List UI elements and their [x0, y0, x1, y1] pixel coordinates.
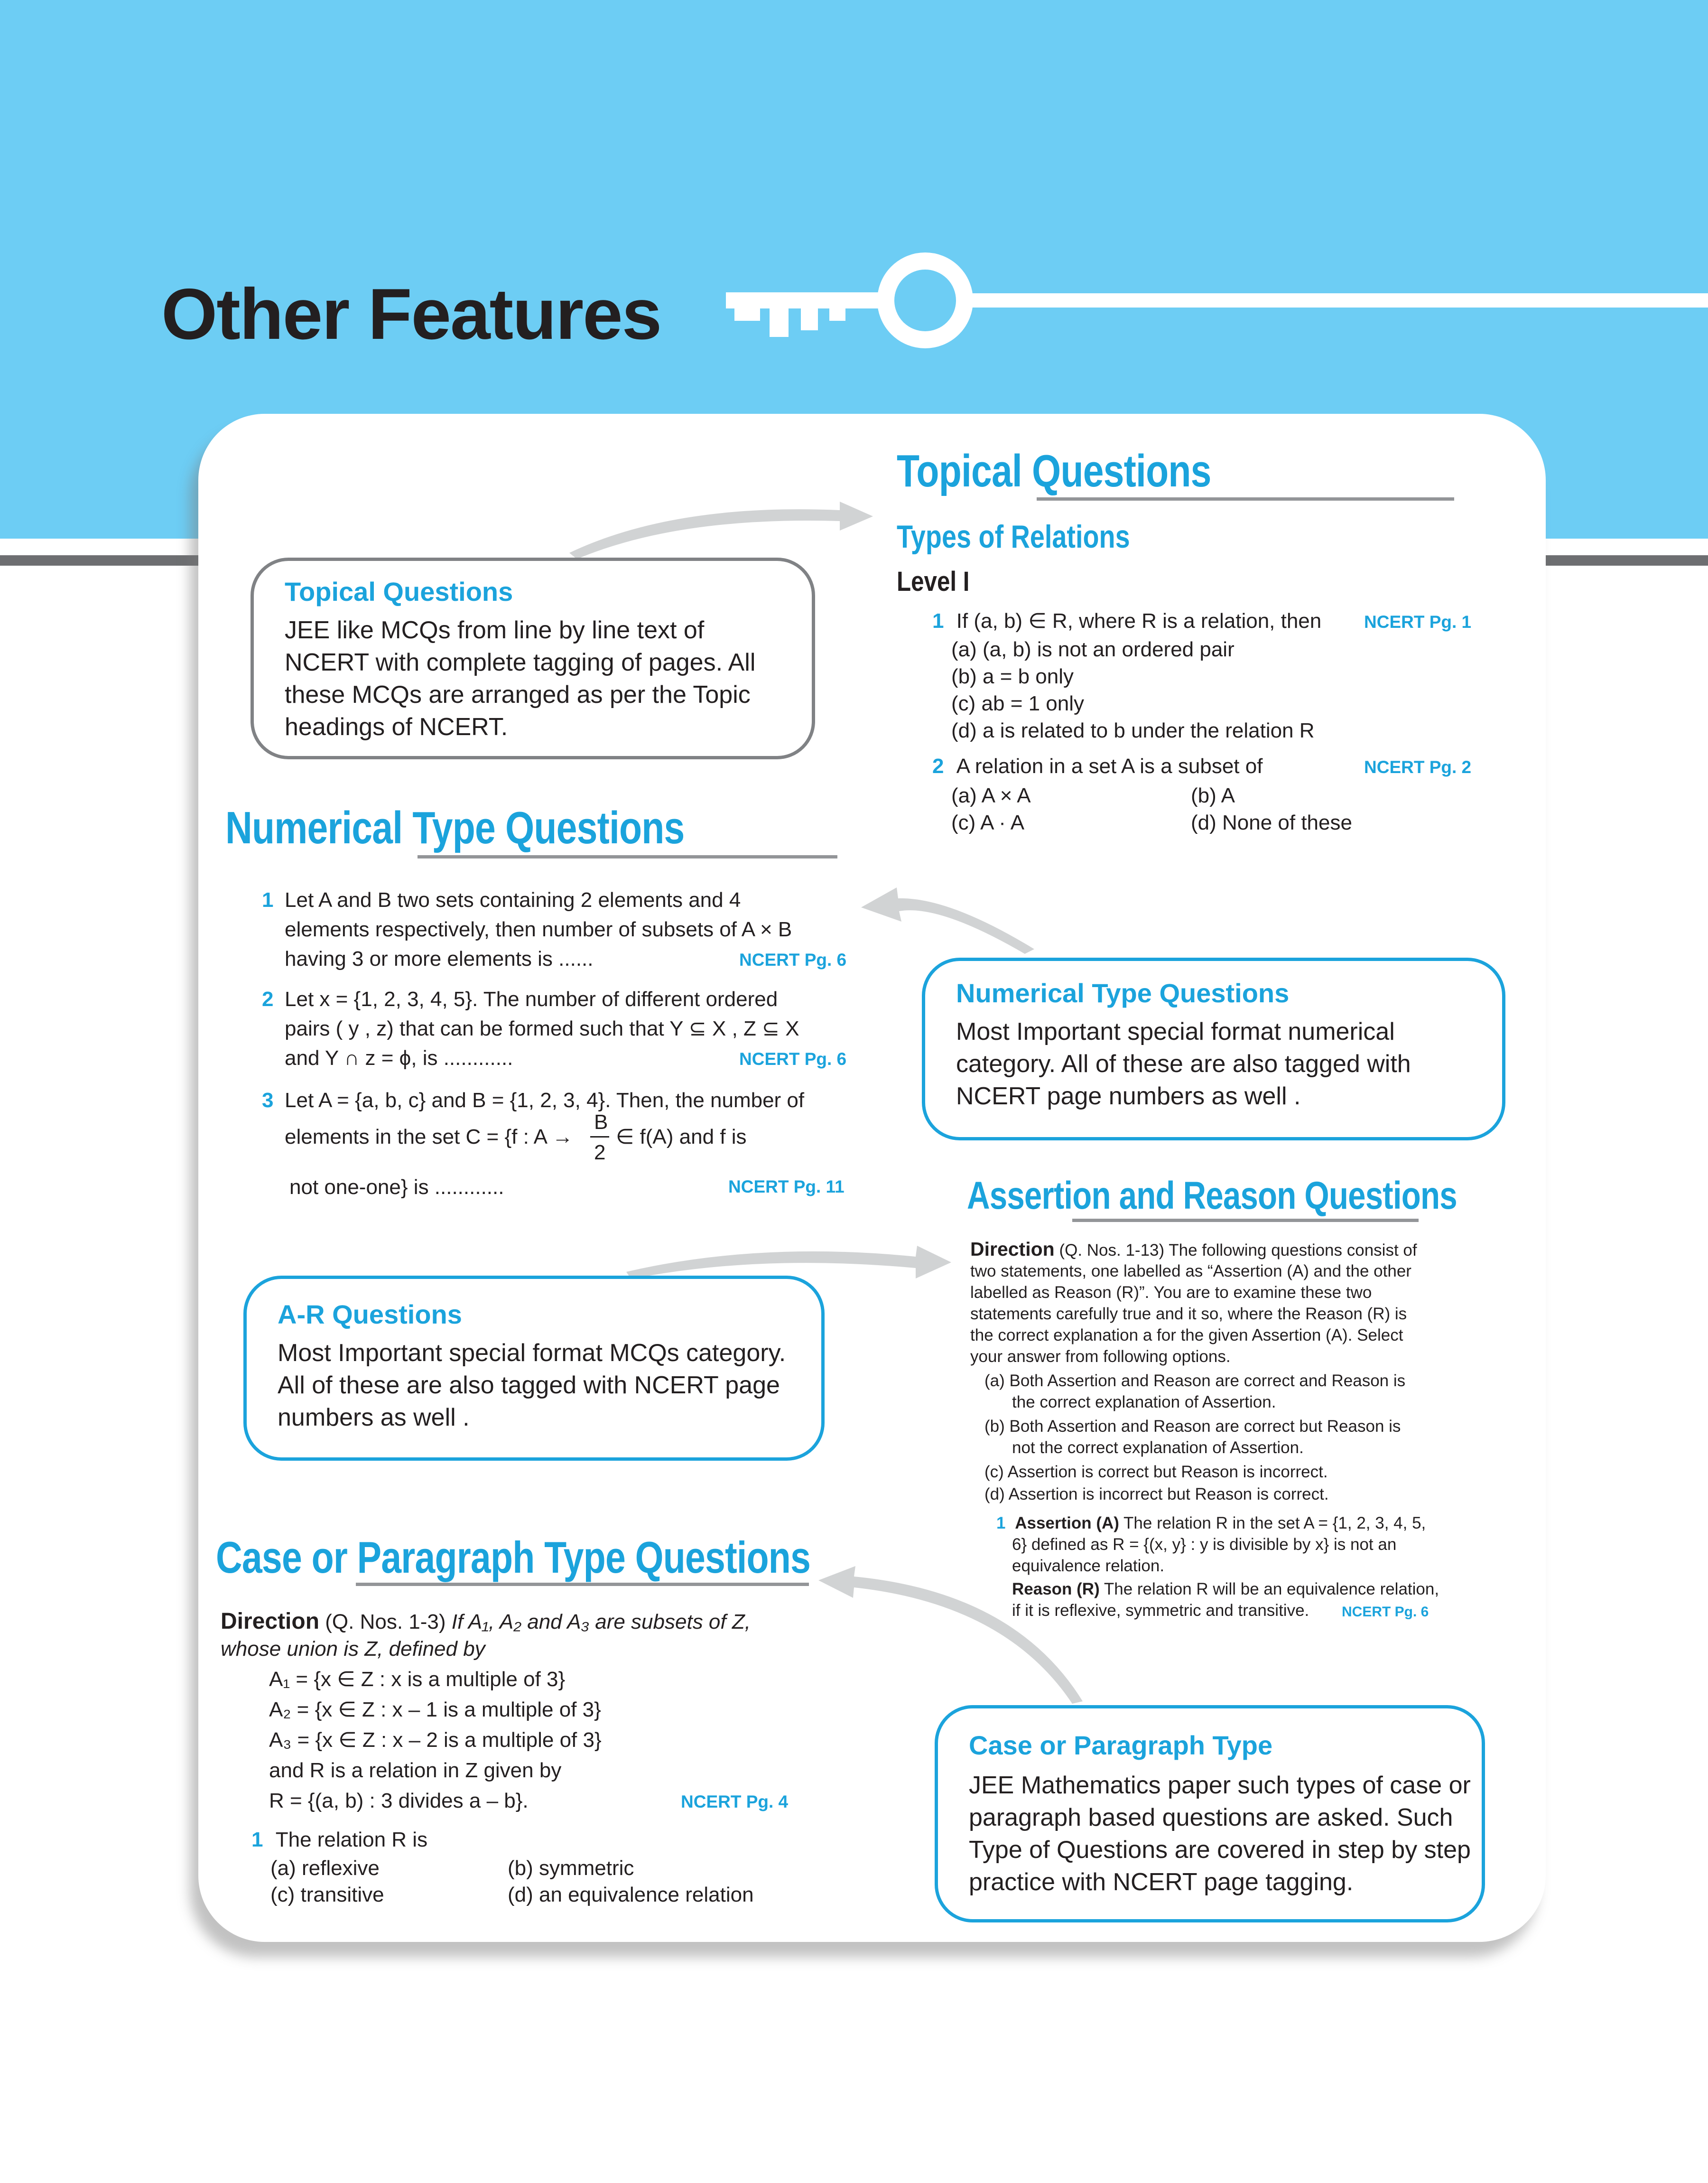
reason-row — [1012, 1578, 1439, 1600]
ar-option-cont: not the correct explanation of Assertion. — [1012, 1438, 1304, 1457]
topical-q2 — [932, 753, 1262, 780]
question-line: pairs ( y , z) that can be formed such that Y ⊆ X , Z ⊆ X — [285, 1017, 799, 1040]
callout-body: JEE Mathematics paper such types of case or paragraph based questions are asked. Such Type of Questions are covered in step by step practice with NCERT page tagging. — [969, 1772, 1471, 1896]
option: (c) ab = 1 only — [951, 692, 1085, 715]
ar-option: (b) Both Assertion and Reason are correct but Reason is — [984, 1417, 1401, 1436]
ncert-tag: NCERT Pg. 2 — [1364, 757, 1472, 777]
callout-case — [935, 1705, 1485, 1922]
question-line: ∈ f(A) and f is — [616, 1125, 747, 1148]
question-text: A relation in a set A is a subset of — [956, 755, 1263, 778]
numerical-heading: Numerical Type Questions — [225, 802, 685, 853]
option: (d) None of these — [1191, 811, 1352, 834]
question-line: not one-one} is ............ — [289, 1175, 504, 1199]
question-number: 1 — [262, 888, 274, 912]
callout-body: Most Important special format numerical category. All of these are also tagged with NCERT page numbers as well . — [956, 1018, 1411, 1110]
assertion-line: The relation R in the set A = {1, 2, 3, 4, 5, — [1123, 1514, 1426, 1532]
option: (b) symmetric — [508, 1856, 634, 1880]
reason-line: if it is reflexive, symmetric and transitive. — [1012, 1601, 1309, 1620]
direction-label: Direction — [221, 1609, 320, 1634]
option: (b) A — [1191, 784, 1235, 807]
direction-line: your answer from following options. — [970, 1347, 1231, 1366]
callout-numerical — [922, 958, 1505, 1140]
option: (b) a = b only — [951, 665, 1074, 688]
arrow-to-topical — [569, 502, 873, 559]
option: (d) a is related to b under the relation R — [951, 719, 1315, 742]
topical-heading-underline — [1037, 497, 1454, 501]
question-number: 1 — [996, 1514, 1006, 1532]
option: (a) reflexive — [270, 1856, 380, 1880]
assertion-line: equivalence relation. — [1012, 1557, 1165, 1575]
direction-label: Direction — [970, 1238, 1055, 1260]
direction-line: the correct explanation a for the given Assertion (A). Select — [970, 1326, 1403, 1344]
arrow-to-assertion — [626, 1246, 951, 1279]
topical-q1 — [932, 607, 1321, 635]
callout-title: Topical Questions — [285, 577, 513, 606]
case-heading-underline — [356, 1583, 809, 1586]
question-line: Let A = {a, b, c} and B = {1, 2, 3, 4}. Then, the number of — [285, 1089, 805, 1112]
ncert-tag: NCERT Pg. 4 — [681, 1792, 789, 1811]
ncert-tag: NCERT Pg. 6 — [739, 1049, 847, 1069]
fraction-numerator: B — [594, 1110, 608, 1134]
callout-body: Most Important special format MCQs category. All of these are also tagged with NCERT page numbers as well . — [278, 1339, 786, 1431]
question-line: and Y ∩ z = ϕ, is ............ — [285, 1046, 513, 1070]
question-number: 2 — [932, 755, 944, 778]
numerical-q3 — [262, 1087, 273, 1114]
question-number: 3 — [262, 1089, 274, 1112]
assertion-label: Assertion (A) — [1015, 1514, 1119, 1532]
reason-label: Reason (R) — [1012, 1580, 1100, 1598]
case-q1 — [251, 1826, 427, 1854]
question-text: The relation R is — [275, 1828, 428, 1851]
callout-title: A-R Questions — [278, 1299, 462, 1329]
case-def: A₃ = {x ∈ Z : x – 2 is a multiple of 3} — [269, 1728, 602, 1752]
assertion-direction — [970, 1239, 1417, 1261]
question-line: having 3 or more elements is ...... — [285, 947, 594, 970]
question-line: elements respectively, then number of subsets of A × B — [285, 918, 792, 941]
case-direction — [221, 1608, 751, 1636]
option: (a) (a, b) is not an ordered pair — [951, 638, 1235, 661]
assertion-heading: Assertion and Reason Questions — [967, 1174, 1457, 1217]
assertion-line: 6} defined as R = {(x, y} : y is divisible by x} is not an — [1012, 1535, 1397, 1554]
direction-line: labelled as Reason (R)”. You are to examine these two — [970, 1283, 1372, 1302]
topical-heading: Topical Questions — [897, 446, 1211, 496]
question-number: 1 — [932, 609, 944, 633]
numerical-q1 — [262, 886, 273, 914]
direction-line: If A₁, A₂ and A₃ are subsets of Z, — [451, 1610, 751, 1633]
callout-body: JEE like MCQs from line by line text of NCERT with complete tagging of pages. All these MCQs are arranged as per the Topic headings of NCERT. — [285, 616, 756, 741]
direction-nos: (Q. Nos. 1-3) — [325, 1610, 446, 1633]
ar-question-1 — [996, 1512, 1426, 1534]
case-def: R = {(a, b) : 3 divides a – b}. — [269, 1789, 529, 1812]
question-number: 1 — [251, 1828, 263, 1851]
callout-ar — [243, 1276, 825, 1461]
numerical-q2 — [262, 986, 273, 1013]
direction-line: statements carefully true and it so, where the Reason (R) is — [970, 1305, 1407, 1323]
ncert-tag: NCERT Pg. 6 — [739, 950, 847, 970]
option: (c) transitive — [270, 1883, 384, 1906]
fraction-denominator: 2 — [594, 1141, 606, 1164]
reason-line: The relation R will be an equivalence relation, — [1104, 1580, 1439, 1598]
question-line: Let A and B two sets containing 2 elements and 4 — [285, 888, 741, 912]
case-def: A₁ = {x ∈ Z : x is a multiple of 3} — [269, 1668, 566, 1691]
question-line: elements in the set C = {f : A → — [285, 1125, 573, 1148]
option: (a) A × A — [951, 784, 1031, 807]
page-title: Other Features — [161, 274, 661, 355]
arrow-to-numerical — [861, 887, 1034, 954]
callout-title: Case or Paragraph Type — [969, 1730, 1273, 1760]
callout-topical — [251, 558, 815, 759]
ncert-tag: NCERT Pg. 11 — [728, 1177, 845, 1196]
direction-line: (Q. Nos. 1-13) The following questions consist of — [1059, 1241, 1417, 1259]
case-def: A₂ = {x ∈ Z : x – 1 is a multiple of 3} — [269, 1698, 601, 1721]
numerical-heading-underline — [418, 855, 837, 858]
level-label: Level I — [897, 566, 970, 597]
question-line: Let x = {1, 2, 3, 4, 5}. The number of different ordered — [285, 988, 778, 1011]
ar-option-cont: the correct explanation of Assertion. — [1012, 1393, 1276, 1411]
callout-title: Numerical Type Questions — [956, 978, 1290, 1008]
ncert-tag: NCERT Pg. 1 — [1364, 612, 1472, 632]
question-number: 2 — [262, 988, 274, 1011]
option: (d) an equivalence relation — [508, 1883, 754, 1906]
direction-line: two statements, one labelled as “Assertion (A) and the other — [970, 1262, 1411, 1280]
fraction-bar — [590, 1136, 609, 1138]
option: (c) A · A — [951, 811, 1025, 834]
case-heading: Case or Paragraph Type Questions — [216, 1532, 811, 1582]
ar-option: (a) Both Assertion and Reason are correct and Reason is — [984, 1371, 1406, 1390]
assertion-heading-underline — [1072, 1219, 1419, 1222]
topical-subheading: Types of Relations — [897, 519, 1130, 555]
ncert-tag: NCERT Pg. 6 — [1342, 1604, 1429, 1620]
ar-option: (c) Assertion is correct but Reason is incorrect. — [984, 1463, 1328, 1481]
ar-option: (d) Assertion is incorrect but Reason is correct. — [984, 1485, 1329, 1503]
direction-line: whose union is Z, defined by — [221, 1637, 485, 1661]
question-text: If (a, b) ∈ R, where R is a relation, then — [956, 609, 1322, 633]
case-def: and R is a relation in Z given by — [269, 1759, 562, 1782]
